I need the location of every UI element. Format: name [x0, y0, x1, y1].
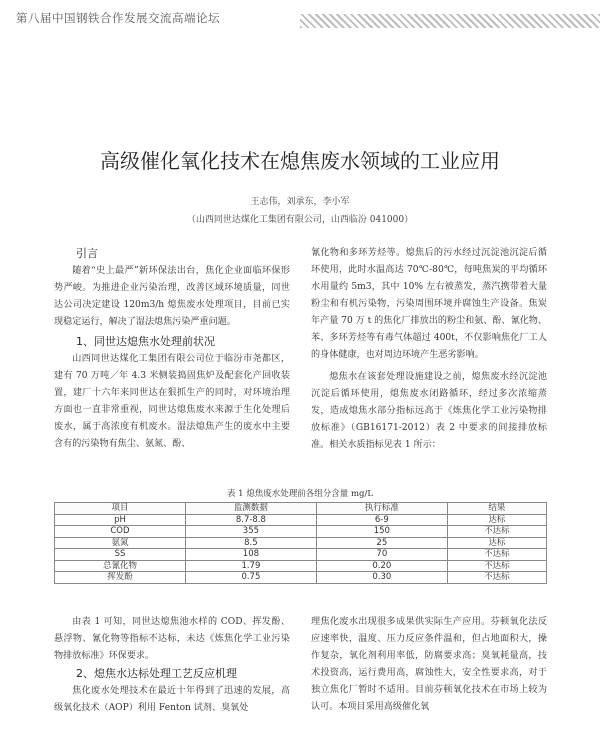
table-cell: 0.30	[316, 572, 447, 584]
left-column	[54, 245, 290, 453]
header-title: 第八届中国钢铁合作发展交流高端论坛	[16, 11, 220, 25]
table-header-cell: 项目	[55, 503, 186, 515]
bottom-right-column	[311, 614, 547, 716]
table-cell: 1.79	[185, 560, 316, 572]
table-cell: 不达标	[447, 560, 546, 572]
table-cell: 8.7-8.8	[185, 514, 316, 526]
table-cell: 108	[185, 549, 316, 561]
section1-paragraph: 山西同世达煤化工集团有限公司位于临汾市尧都区，建有 70 万吨／年 4.3 米侧装捣固焦炉及配套化产回收装置，建厂十六年来同世达在狠抓生产的同时，对环境治理方面也一直非常重视，同世达熄焦废水来源于生化处理后废水，属于高浓度有机废水。湿法熄焦产生的废水中主要含有的污染物有焦尘、氨氮、酚、	[54, 354, 290, 449]
table-cell: 氨氮	[55, 537, 186, 549]
table-cell: 25	[316, 537, 447, 549]
table-row	[55, 537, 547, 549]
bottom-left-column	[54, 614, 290, 717]
table-row	[55, 549, 547, 561]
intro-paragraph: 随着“史上最严”新环保法出台，焦化企业面临环保形势严峻。为推进企业污染治理，改善区域环境质量，同世达公司决定建设 120m3/h 熄焦废水处理项目，目前已实现稳定运行，解决了湿法熄焦污染严重问题。	[54, 266, 290, 327]
right-column	[311, 245, 547, 454]
table-row	[55, 514, 547, 526]
table-header-cell: 监测数据	[185, 503, 316, 515]
table-cell: COD	[55, 526, 186, 538]
table-row	[55, 560, 547, 572]
table-header-cell: 结果	[447, 503, 546, 515]
running-header	[0, 0, 600, 36]
right-paragraph-2: 熄焦水在该套处理设施建设之前，熄焦废水经沉淀池沉淀后循环使用，熄焦废水闭路循环，经过多次浓缩蒸发，造成熄焦水部分指标远高于《炼焦化学工业污染物排放标准》（GB16171-2012）表 2 中要求的间接排放标准。相关水质指标见表 1 所示：	[311, 372, 547, 450]
table-row	[55, 526, 547, 538]
table-cell: 0.20	[316, 560, 447, 572]
table-cell: SS	[55, 549, 186, 561]
table-cell: 挥发酚	[55, 572, 186, 584]
water-quality-table	[54, 502, 547, 584]
table-cell: 不达标	[447, 572, 546, 584]
table-cell: 6-9	[316, 514, 447, 526]
table-cell: 8.5	[185, 537, 316, 549]
table-cell: 不达标	[447, 526, 546, 538]
table-cell: pH	[55, 514, 186, 526]
article-title: 高级催化氧化技术在熄焦废水领域的工业应用	[100, 149, 500, 173]
table-caption: 表 1 熄焦废水处理前各组分含量 mg/L	[226, 489, 374, 499]
section2-heading: 2、熄焦水达标处理工艺反应机理	[76, 667, 237, 680]
table-cell: 总氰化物	[55, 560, 186, 572]
table-header-row	[55, 503, 547, 515]
section1-heading: 1、同世达熄焦水处理前状况	[76, 335, 215, 348]
table-cell: 不达标	[447, 549, 546, 561]
header-stripe-decoration	[300, 14, 600, 28]
article-authors: 王志伟，刘承东，李小军	[250, 197, 350, 207]
table-cell: 达标	[447, 537, 546, 549]
article-affiliation: （山西同世达煤化工集团有限公司，山西临汾 041000）	[186, 215, 414, 225]
table-header-cell: 执行标准	[316, 503, 447, 515]
table-cell: 70	[316, 549, 447, 561]
table-cell: 0.75	[185, 572, 316, 584]
right-paragraph-1: 氰化物和多环芳烃等。熄焦后的污水经过沉淀池沉淀后循环使用，此时水温高达 70℃-80℃，每吨焦炭的平均循环水用量约 5m3，其中 10% 左右被蒸发，蒸汽携带着大量粉尘和有机污染物，污染周围环境并腐蚀生产设备。焦炭年产量 70 万 t 的焦化厂排放出的粉尘和氨、酚、氰化物、苯、多环芳烃等有毒气体超过 400t，不仅影响焦化厂工人的身体健康，也对周边环境产生恶劣影响。	[311, 248, 547, 360]
intro-heading: 引言	[76, 247, 98, 260]
table-cell: 355	[185, 526, 316, 538]
table-summary-paragraph: 由表 1 可知，同世达熄焦池水样的 COD、挥发酚、悬浮物、氰化物等指标不达标，未达《炼焦化学工业污染物排放标准》环保要求。	[54, 617, 290, 661]
bottom-right-paragraph: 理焦化废水出现很多成果供实际生产应用。芬顿氧化法反应速率快，温度、压力反应条件温和，但占地面积大，操作复杂，氧化剂利用率低，防腐要求高；臭氧耗量高，技术投资高，运行费用高，腐蚀性大，安全性要求高，对于独立焦化厂暂时不适用。目前芬顿氧化技术在市场上较为认可。本项目采用高级催化氧	[311, 617, 547, 712]
section2-paragraph: 焦化废水处理技术在最近十年得到了迅速的发展，高级氧化技术（AOP）利用 Fenton 试剂、臭氧处	[54, 686, 290, 713]
table-cell: 150	[316, 526, 447, 538]
table-cell: 达标	[447, 514, 546, 526]
table-row	[55, 572, 547, 584]
